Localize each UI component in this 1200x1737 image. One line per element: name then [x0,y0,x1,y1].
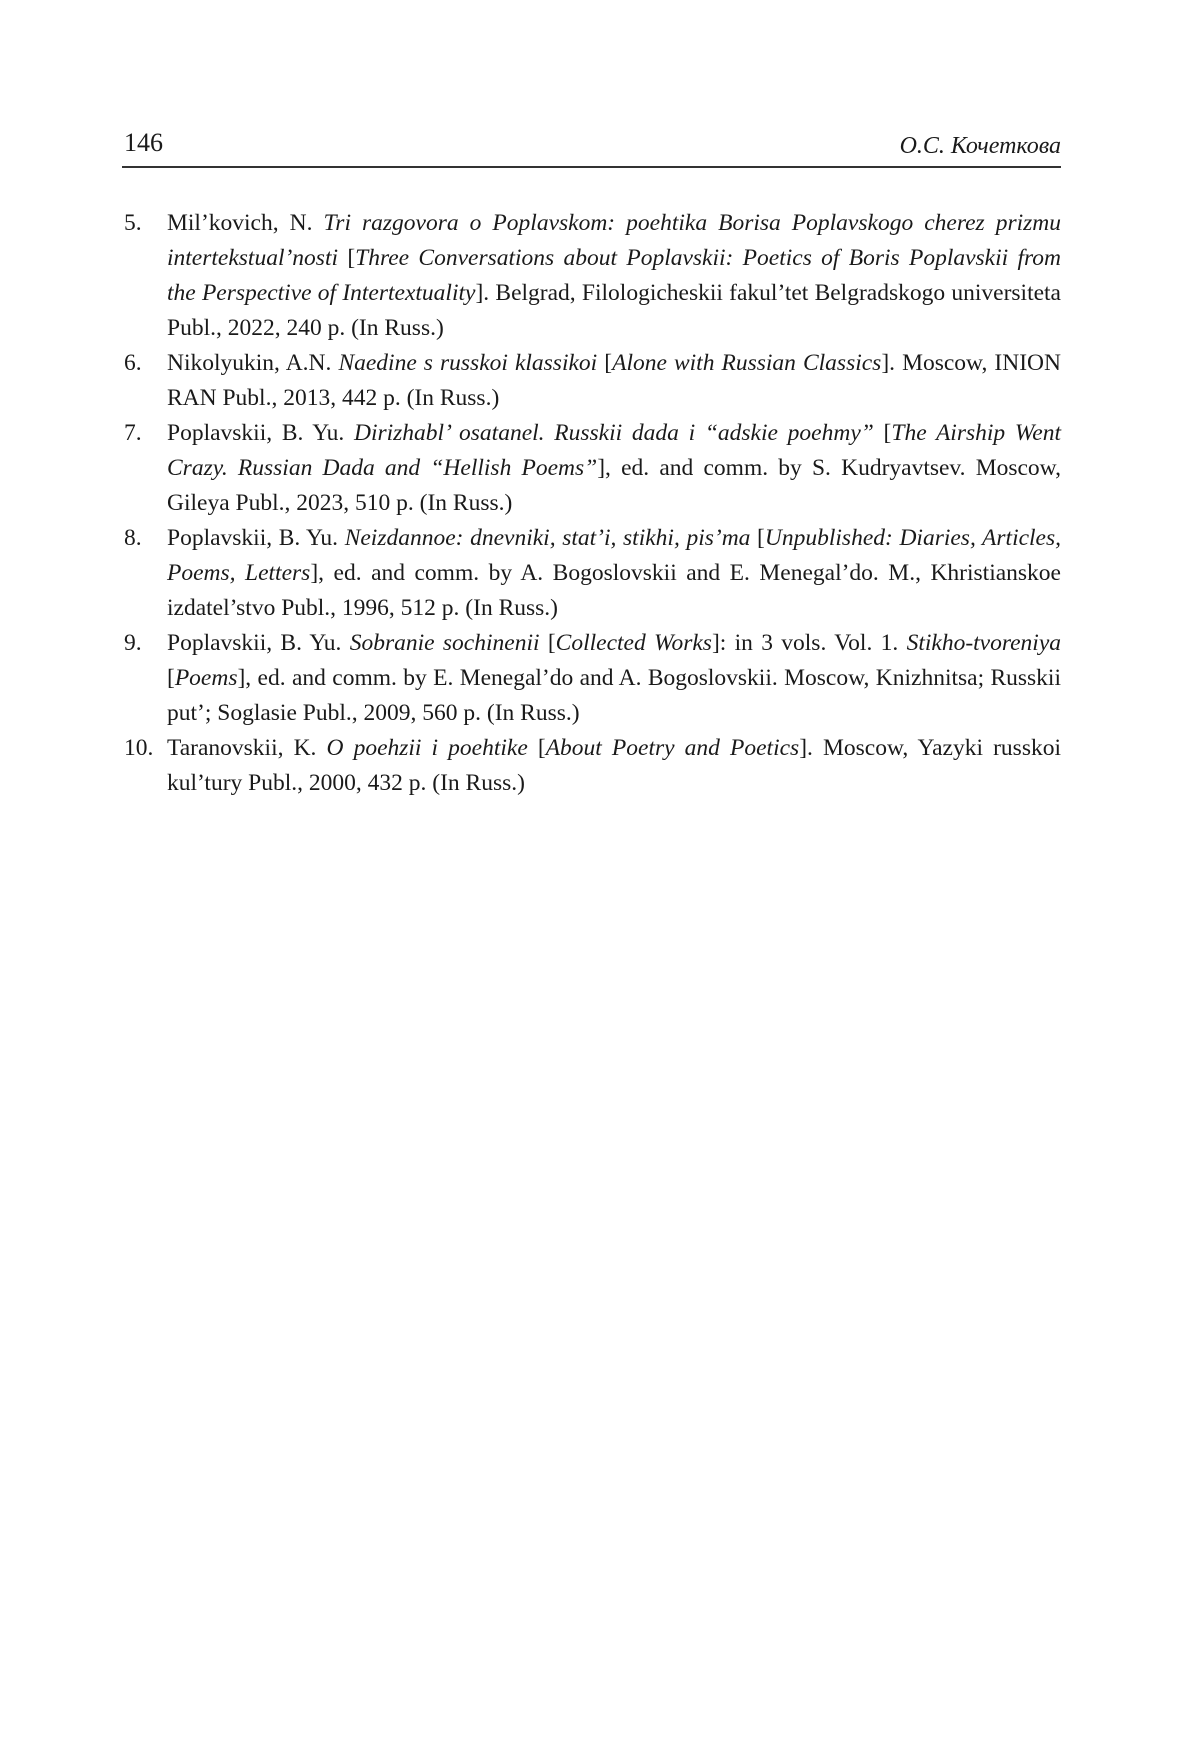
reference-number: 6. [124,350,142,376]
reference-text: [ [539,630,556,656]
reference-text: Poplavskii, B. Yu. [167,630,350,656]
reference-item [122,206,1061,346]
reference-text: [ [597,350,613,376]
reference-text: Mil’kovich, N. [167,210,324,236]
reference-number: 9. [124,630,142,656]
reference-number: 7. [124,420,142,446]
reference-item [122,416,1061,521]
reference-title-italic: Three Conversations about Poplavskii: Poetics of Boris Poplavskii from the Perspective of Intertextuality [167,245,1061,306]
reference-text: [ [750,525,765,551]
reference-text: Poplavskii, B. Yu. [167,420,354,446]
reference-text: ], ed. and comm. by E. Menegal’do and A. Bogoslovskii. Moscow, Knizhnitsa; Russkii put’; Soglasie Publ., 2009, 560 p. (In Russ.) [167,665,1061,726]
reference-title-italic: Stikho-tvoreniya [906,630,1062,656]
reference-text: ], ed. and comm. by A. Bogoslovskii and E. Menegal’do. M., Khristianskoe izdatel’stvo Publ., 1996, 512 p. (In Russ.) [167,560,1061,621]
page-header [122,124,1061,168]
reference-text: Nikolyukin, A.N. [167,350,339,376]
reference-number: 5. [124,210,142,236]
reference-text: Taranovskii, K. [167,735,327,761]
reference-title-italic: Dirizhabl’ osatanel. Russkii dada i “adskie poehmy” [353,420,874,446]
reference-number: 10. [124,735,154,761]
reference-text: [ [167,665,175,691]
reference-title-italic: About Poetry and Poetics [545,735,800,761]
reference-title-italic: Sobranie sochinenii [349,630,540,656]
reference-text: [ [527,735,546,761]
reference-title-italic: O poehzii i poehtike [326,735,528,761]
reference-text: [ [338,245,356,271]
reference-title-italic: Alone with Russian Classics [612,350,882,376]
reference-text: ]: in 3 vols. Vol. 1. [711,630,907,656]
reference-number: 8. [124,525,142,551]
reference-title-italic: Collected Works [555,630,712,656]
reference-text: ]. Moscow, Yazyki russkoi kul’tury Publ., 2000, 432 p. (In Russ.) [167,735,1061,796]
reference-title-italic: Tri razgovora o Poplavskom: poehtika Borisa Poplavskogo cherez prizmu intertekstual’nosti [167,210,1062,271]
reference-item [122,346,1061,416]
reference-item [122,521,1061,626]
reference-list [122,206,1061,801]
reference-title-italic: Naedine s russkoi klassikoi [338,350,598,376]
reference-title-italic: The Airship Went Crazy. Russian Dada and “Hellish Poems” [167,420,1062,481]
reference-text: ]. Moscow, INION RAN Publ., 2013, 442 p. (In Russ.) [167,350,1061,411]
reference-item [122,731,1061,801]
reference-title-italic: Unpublished: Diaries, Articles, Poems, Letters [167,525,1062,586]
page-number: 146 [124,128,163,157]
reference-title-italic: Neizdannoe: dnevniki, stat’i, stikhi, pis’ma [344,525,751,551]
reference-title-italic: Poems [174,665,238,691]
reference-item [122,626,1061,731]
reference-text: [ [873,420,892,446]
running-head: О.С. Кочеткова [899,133,1061,159]
reference-text: Poplavskii, B. Yu. [167,525,345,551]
reference-text: ]. Belgrad, Filologicheskii fakul’tet Belgradskogo universiteta Publ., 2022, 240 p. (In Russ.) [167,280,1061,341]
reference-text: ], ed. and comm. by S. Kudryavtsev. Moscow, Gileya Publ., 2023, 510 p. (In Russ.) [167,455,1062,516]
